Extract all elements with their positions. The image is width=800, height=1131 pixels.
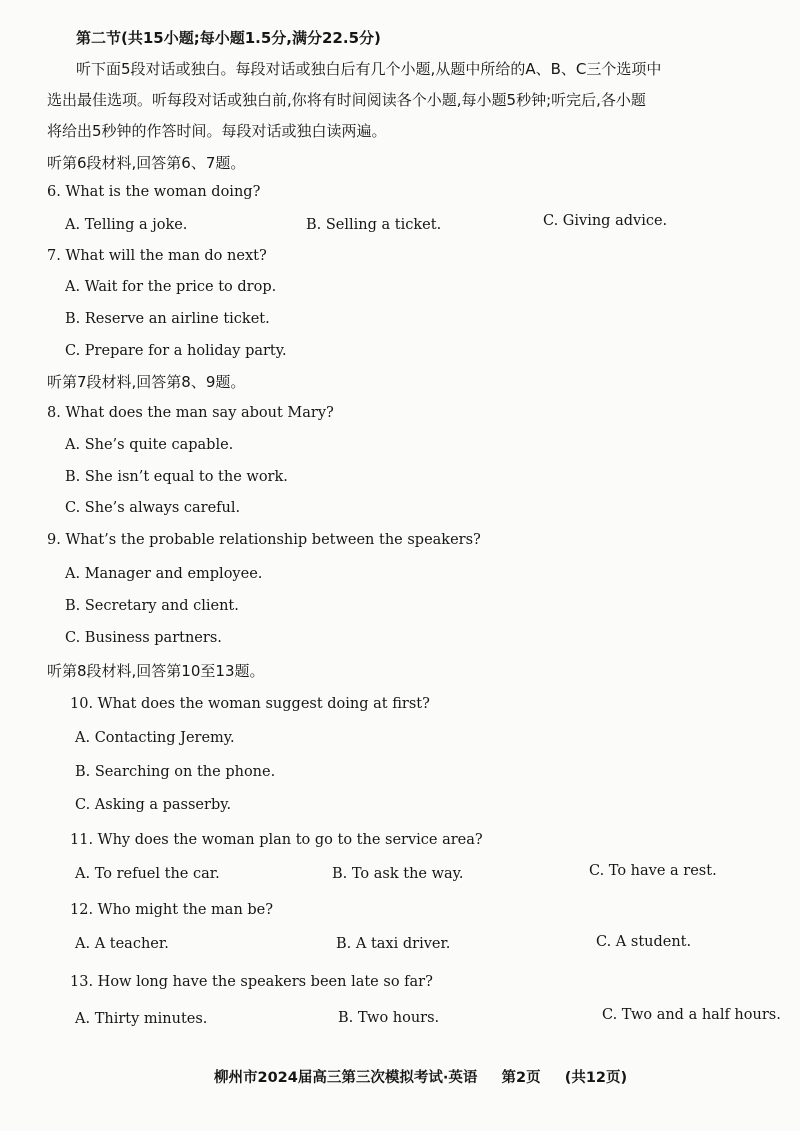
- option-c: C. Business partners.: [65, 630, 222, 646]
- question-stem: 9. What’s the probable relationship between the speakers?: [47, 532, 481, 548]
- option-b: B. Reserve an airline ticket.: [65, 311, 270, 327]
- option-a: A. To refuel the car.: [75, 866, 220, 882]
- option-a: A. Telling a joke.: [65, 217, 188, 233]
- option-a: A. She’s quite capable.: [65, 437, 234, 453]
- option-c: C. Prepare for a holiday party.: [65, 343, 287, 359]
- footer-exam-title: 柳州市2024届高三第三次模拟考试·英语: [214, 1070, 478, 1086]
- option-b: B. She isn’t equal to the work.: [65, 469, 288, 485]
- option-c: C. A student.: [596, 934, 692, 950]
- option-b: B. Secretary and client.: [65, 598, 239, 614]
- question-stem: 8. What does the man say about Mary?: [47, 405, 334, 421]
- option-a: A. Thirty minutes.: [75, 1011, 208, 1027]
- option-b: B. Two hours.: [338, 1010, 440, 1026]
- group-heading: 听第6段材料,回答第6、7题。: [47, 154, 246, 172]
- question-stem: 12. Who might the man be?: [70, 902, 274, 918]
- option-a: A. A teacher.: [75, 936, 169, 952]
- instruction-line-1: 听下面5段对话或独白。每段对话或独白后有几个小题,从题中所给的A、B、C三个选项中: [76, 60, 662, 78]
- option-c: C. To have a rest.: [589, 863, 717, 879]
- question-stem: 6. What is the woman doing?: [47, 184, 261, 200]
- option-a: A. Manager and employee.: [65, 566, 263, 582]
- option-c: C. Giving advice.: [543, 213, 668, 229]
- question-stem: 10. What does the woman suggest doing at first?: [70, 696, 430, 712]
- group-heading: 听第8段材料,回答第10至13题。: [47, 662, 265, 680]
- question-stem: 11. Why does the woman plan to go to the service area?: [70, 832, 483, 848]
- group-heading: 听第7段材料,回答第8、9题。: [47, 373, 246, 391]
- section-title: 第二节(共15小题;每小题1.5分,满分22.5分): [76, 29, 381, 47]
- option-c: C. She’s always careful.: [65, 500, 241, 516]
- footer-page-total: (共12页): [564, 1070, 628, 1086]
- instruction-line-2: 选出最佳选项。听每段对话或独白前,你将有时间阅读各个小题,每小题5秒钟;听完后,各小题: [47, 91, 646, 109]
- option-c: C. Two and a half hours.: [602, 1007, 781, 1023]
- option-a: A. Wait for the price to drop.: [65, 279, 277, 295]
- question-stem: 13. How long have the speakers been late so far?: [70, 974, 433, 990]
- option-b: B. To ask the way.: [332, 866, 464, 882]
- footer-page-number: 第2页: [501, 1070, 541, 1086]
- question-stem: 7. What will the man do next?: [47, 248, 267, 264]
- option-a: A. Contacting Jeremy.: [75, 730, 235, 746]
- option-b: B. A taxi driver.: [336, 936, 451, 952]
- option-c: C. Asking a passerby.: [75, 797, 232, 813]
- page-footer: [214, 1068, 627, 1088]
- option-b: B. Searching on the phone.: [75, 764, 276, 780]
- instruction-line-3: 将给出5秒钟的作答时间。每段对话或独白读两遍。: [47, 122, 387, 140]
- option-b: B. Selling a ticket.: [306, 217, 442, 233]
